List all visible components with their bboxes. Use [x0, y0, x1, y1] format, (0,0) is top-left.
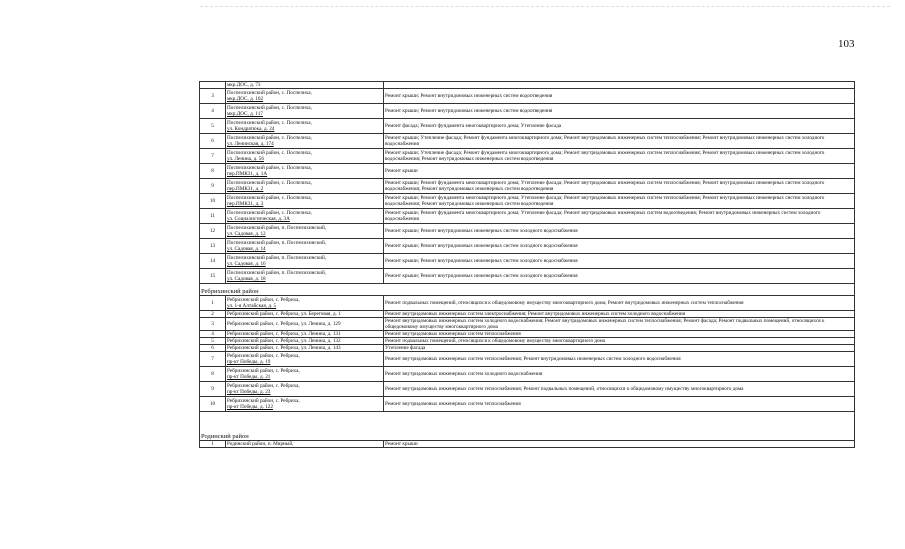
- row-number: 4: [200, 331, 226, 338]
- row-number: 3: [200, 89, 226, 104]
- row-number: 9: [200, 382, 226, 397]
- address-line-2: ул. Садовая, д. 14: [227, 246, 266, 252]
- address-line-2: ул. Ленинская, д. 174: [227, 141, 274, 147]
- address-cell: [226, 397, 384, 412]
- address-line-1: Поспелихинский район, с. Поспелиха,: [227, 135, 312, 141]
- address-cell: [226, 194, 384, 209]
- table-row: [200, 367, 855, 382]
- table-row: [200, 254, 855, 269]
- address-line-2: пр-кт Победы, д. 19: [227, 359, 271, 365]
- row-number: 7: [200, 352, 226, 367]
- table-row: [200, 311, 855, 318]
- address-cell: [226, 224, 384, 239]
- work-types-cell: Ремонт крыши: [384, 164, 855, 179]
- work-types-cell: Ремонт внутридомовых инженерных систем теплоснабжения: [384, 397, 855, 412]
- work-types-cell: Ремонт крыши; Ремонт фундамента многоквартирного дома; Утепление фасада; Ремонт внутридомовых инженерных систем теплоснабжения; Ремонт внутридомовых инженерных систем холодного водоснабжения; Ремонт внутридомовых инженерных систем водоотведения: [384, 194, 855, 209]
- address-cell: [226, 367, 384, 382]
- address-cell: [226, 331, 384, 338]
- address-line-1: Поспелихинский район, п. Поспелихинский,: [227, 240, 327, 246]
- row-number: 1: [200, 441, 226, 448]
- table-row: [200, 179, 855, 194]
- address-cell: [226, 179, 384, 194]
- work-types-cell: Ремонт крыши; Ремонт внутридомовых инженерных систем холодного водоснабжения: [384, 224, 855, 239]
- address-line-2: ул. Садовая, д. 18: [227, 276, 266, 282]
- address-line-1: Поспелихинский район, с. Поспелиха,: [227, 150, 312, 156]
- address-line-1: Поспелихинский район, с. Поспелиха,: [227, 210, 312, 216]
- address-line-1: Поспелихинский район, п. Поспелихинский,: [227, 225, 327, 231]
- work-types-cell: Ремонт внутридомовых инженерных систем теплоснабжения: [384, 331, 855, 338]
- row-number: 13: [200, 239, 226, 254]
- row-number: 7: [200, 149, 226, 164]
- work-types-cell: Ремонт крыши; Ремонт внутридомовых инженерных систем холодного водоснабжения: [384, 269, 855, 284]
- row-number: 8: [200, 164, 226, 179]
- work-types-cell: [384, 82, 855, 89]
- address-cell: [226, 338, 384, 345]
- address-cell: [226, 104, 384, 119]
- address-line-1: Поспелихинский район, с. Поспелиха,: [227, 165, 312, 171]
- table-row: [200, 224, 855, 239]
- section-rodino-title: Родинский район: [200, 429, 855, 441]
- table-row: [200, 331, 855, 338]
- work-types-cell: Ремонт крыши; Утепление фасада; Ремонт фундамента многоквартирного дома; Ремонт внутридомовых инженерных систем теплоснабжения; Ремонт внутридомовых инженерных систем холодного водоснабжения; Ремонт внутридомовых инженерных систем водоотведения: [384, 149, 855, 164]
- row-number: 10: [200, 397, 226, 412]
- address-line-2: ул. Ленина, д. 56: [227, 156, 264, 162]
- address-cell: [226, 318, 384, 331]
- address-cell: [226, 382, 384, 397]
- table-row: [200, 352, 855, 367]
- address-line-1: Ребрихинский район, с. Ребриха,: [227, 297, 300, 303]
- address-line-1: мкр.ДОС, д. 73: [227, 82, 261, 88]
- work-types-cell: Ремонт крыши; Ремонт внутридомовых инженерных систем холодного водоснабжения: [384, 254, 855, 269]
- work-types-cell: Ремонт крыши; Ремонт внутридомовых инженерных систем водоотведения: [384, 104, 855, 119]
- work-types-cell: Ремонт фасада; Ремонт фундамента многоквартирного дома; Утепление фасада: [384, 119, 855, 134]
- row-number: 5: [200, 119, 226, 134]
- row-number: 8: [200, 367, 226, 382]
- address-line-2: пр-кт Победы, д. 21: [227, 374, 271, 380]
- section-rebrikha: [200, 284, 855, 296]
- table-row: [200, 149, 855, 164]
- address-cell: [226, 119, 384, 134]
- address-line-1: Поспелихинский район, п. Поспелихинский,: [227, 255, 327, 261]
- address-line-1: Поспелихинский район, п. Поспелихинский,: [227, 270, 327, 276]
- section-rebrikha-title: Ребрихинский район: [200, 284, 855, 296]
- address-cell: [226, 209, 384, 224]
- address-line-1: Ребрихинский район, с. Ребриха, ул. Ленина, д. 131: [227, 331, 341, 337]
- work-types-cell: Ремонт крыши; Ремонт внутридомовых инженерных систем водоотведения: [384, 89, 855, 104]
- address-cell: [226, 239, 384, 254]
- address-line-2: ул. Садовая, д. 12: [227, 231, 266, 237]
- address-cell: [226, 345, 384, 352]
- row-number: 10: [200, 194, 226, 209]
- address-cell: [226, 134, 384, 149]
- work-types-cell: Ремонт крыши: [384, 441, 855, 448]
- work-types-cell: Ремонт подвальных помещений, относящихся к общедомовому имуществу многоквартирного дома; Ремонт внутридомовых инженерных систем теплоснабжения: [384, 296, 855, 311]
- table-row: [200, 104, 855, 119]
- page-number: 103: [838, 38, 855, 50]
- table-row: [200, 269, 855, 284]
- address-line-1: Ребрихинский район, с. Ребриха,: [227, 398, 300, 404]
- work-types-cell: Ремонт крыши; Ремонт фундамента многоквартирного дома; Утепление фасада; Ремонт внутридомовых инженерных систем теплоснабжения; Ремонт внутридомовых инженерных систем холодного водоснабжения; Ремонт внутридомовых инженерных систем водоотведения: [384, 179, 855, 194]
- address-line-1: Поспелихинский район, с. Поспелиха,: [227, 180, 312, 186]
- address-cell: [226, 269, 384, 284]
- address-line-2: мкр.ДОС, д. 117: [227, 111, 263, 117]
- address-line-1: Ребрихинский район, с. Ребриха, ул. Ленина, д. 143: [227, 345, 341, 351]
- table-row: [200, 345, 855, 352]
- address-line-2: ул. Социалистическая, д. 3А: [227, 216, 290, 222]
- table-row: [200, 318, 855, 331]
- work-types-cell: Ремонт внутридомовых инженерных систем холодного водоснабжения: [384, 367, 855, 382]
- address-line-2: ул. Садовая, д. 16: [227, 261, 266, 267]
- address-line-1: Ребрихинский район, с. Ребриха,: [227, 368, 300, 374]
- row-number: 6: [200, 134, 226, 149]
- address-line-2: пр-кт Победы, д. 122: [227, 404, 273, 410]
- work-types-cell: Ремонт внутридомовых инженерных систем теплоснабжения; Ремонт подвальных помещений, относящихся к общедомовому имуществу многоквартирного дома: [384, 382, 855, 397]
- row-number: 5: [200, 338, 226, 345]
- address-line-2: пр-кт Победы, д. 23: [227, 389, 271, 395]
- address-line-2: пер.ПМК31, д. 2: [227, 186, 264, 192]
- address-line-2: мкр.ДОС, д. 102: [227, 96, 264, 102]
- row-number: 4: [200, 104, 226, 119]
- address-line-2: пер.ПМК31, д. 3: [227, 201, 264, 207]
- address-line-1: Поспелихинский район, с. Поспелиха,: [227, 105, 312, 111]
- section-spacer-cell: [200, 412, 855, 430]
- table-row: [200, 89, 855, 104]
- address-cell: [226, 164, 384, 179]
- table-row: [200, 194, 855, 209]
- row-number: 2: [200, 311, 226, 318]
- table-row: [200, 382, 855, 397]
- address-line-1: Ребрихинский район, с. Ребриха,: [227, 353, 300, 359]
- row-number: 6: [200, 345, 226, 352]
- address-line-2: ул. Кондратюка, д. 24: [227, 126, 275, 132]
- work-types-cell: Утепление фасада: [384, 345, 855, 352]
- table-row: [200, 82, 855, 89]
- work-types-cell: Ремонт крыши; Ремонт фундамента многоквартирного дома; Утепление фасада; Ремонт внутридомовых инженерных систем водоотведения; Ремонт внутридомовых инженерных систем холодного водоснабжения: [384, 209, 855, 224]
- work-types-cell: Ремонт внутридомовых инженерных систем холодного водоснабжения; Ремонт внутридомовых инженерных систем теплоснабжения; Ремонт фасада; Ремонт подвальных помещений, относящихся к общедомовому имуществу многоквартирного дома: [384, 318, 855, 331]
- address-cell: [226, 82, 384, 89]
- section-rodino: [200, 429, 855, 441]
- row-number: [200, 82, 226, 89]
- table-row: [200, 164, 855, 179]
- repair-table: [199, 81, 855, 448]
- table-row: [200, 397, 855, 412]
- address-cell: [226, 296, 384, 311]
- address-line-2: ул. 1-я Алтайская, д. 5: [227, 303, 277, 309]
- table-row: [200, 119, 855, 134]
- work-types-cell: Ремонт крыши; Утепление фасада; Ремонт фундамента многоквартирного дома; Ремонт внутридомовых инженерных систем теплоснабжения; Ремонт внутридомовых инженерных систем холодного водоснабжения: [384, 134, 855, 149]
- address-line-2: пер.ПМК31, д. 1А: [227, 171, 268, 177]
- table-row: [200, 209, 855, 224]
- row-number: 15: [200, 269, 226, 284]
- table-row: [200, 134, 855, 149]
- address-line-1: Ребрихинский район, с. Ребриха, ул. Ленина, д. 132: [227, 338, 341, 344]
- address-line-1: Ребрихинский район, с. Ребриха,: [227, 383, 300, 389]
- address-cell: [226, 352, 384, 367]
- row-number: 3: [200, 318, 226, 331]
- address-cell: [226, 441, 384, 448]
- address-cell: [226, 89, 384, 104]
- row-number: 14: [200, 254, 226, 269]
- address-cell: [226, 311, 384, 318]
- address-line-1: Поспелихинский район, с. Поспелиха,: [227, 195, 312, 201]
- table-row: [200, 441, 855, 448]
- work-types-cell: Ремонт внутридомовых инженерных систем теплоснабжения; Ремонт внутридомовых инженерных систем холодного водоснабжения: [384, 352, 855, 367]
- address-line-1: Родинский район, п. Мирный,: [227, 441, 294, 447]
- address-line-1: Поспелихинский район, с. Поспелиха,: [227, 90, 312, 96]
- address-line-1: Ребрихинский район, с. Ребриха, ул. Береговая, д. 1: [227, 311, 341, 317]
- table-row: [200, 296, 855, 311]
- work-types-cell: Ремонт подвальных помещений, относящихся к общедомовому имуществу многоквартирного дома: [384, 338, 855, 345]
- address-line-1: Поспелихинский район, с. Поспелиха,: [227, 120, 312, 126]
- row-number: 11: [200, 209, 226, 224]
- row-number: 9: [200, 179, 226, 194]
- address-cell: [226, 149, 384, 164]
- row-number: 1: [200, 296, 226, 311]
- table-row: [200, 239, 855, 254]
- table-row: [200, 338, 855, 345]
- address-cell: [226, 254, 384, 269]
- address-line-1: Ребрихинский район, с. Ребриха, ул. Ленина, д. 129: [227, 321, 341, 327]
- work-types-cell: Ремонт крыши; Ремонт внутридомовых инженерных систем холодного водоснабжения: [384, 239, 855, 254]
- work-types-cell: Ремонт внутридомовых инженерных систем электроснабжения; Ремонт внутридомовых инженерных систем холодного водоснабжения: [384, 311, 855, 318]
- header-rule: [200, 6, 890, 7]
- section-spacer: [200, 412, 855, 430]
- row-number: 12: [200, 224, 226, 239]
